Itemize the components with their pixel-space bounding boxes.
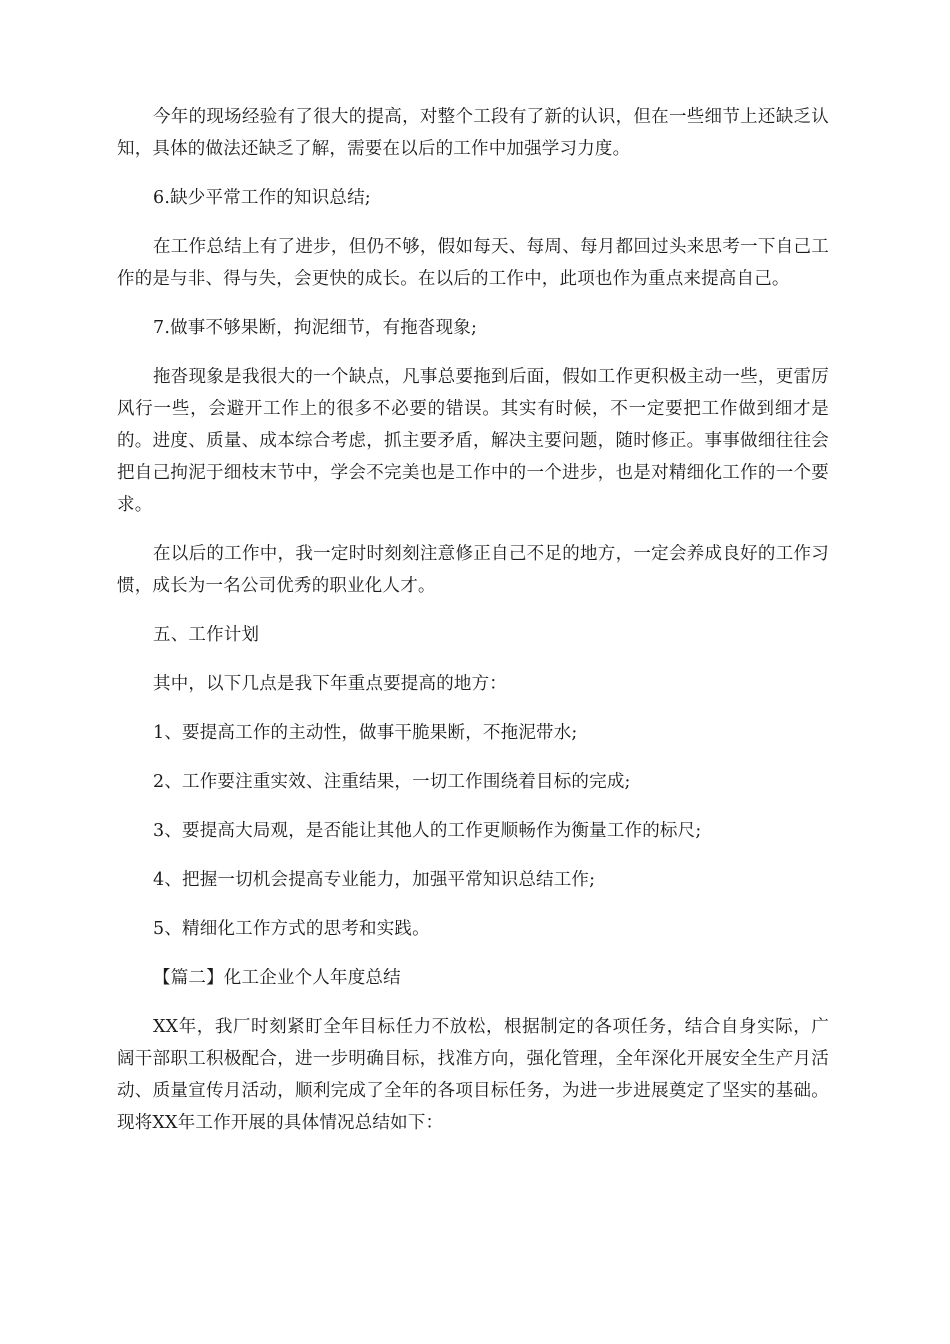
- list-item: 4、把握一切机会提高专业能力，加强平常知识总结工作;: [153, 870, 596, 890]
- paragraph: XX年，我厂时刻紧盯全年目标任力不放松，根据制定的各项任务，结合自身实际，广阔干部职工积极配合，进一步明确目标，找准方向，强化管理，全年深化开展安全生产月活动、质量宣传月活动，顺利完成了全年的各项目标任务，为进一步进展奠定了坚实的基础。现将XX年工作开展的具体情况总结如下：: [117, 1017, 829, 1133]
- section-heading: 五、工作计划: [153, 625, 260, 645]
- list-item: 1、要提高工作的主动性，做事干脆果断，不拖泥带水;: [153, 723, 578, 743]
- paragraph: 拖沓现象是我很大的一个缺点，凡事总要拖到后面，假如工作更积极主动一些，更雷厉风行一些，会避开工作上的很多不必要的错误。其实有时候，不一定要把工作做到细才是的。进度、质量、成本综合考虑，抓主要矛盾，解决主要问题，随时修正。事事做细往往会把自己拘泥于细枝末节中，学会不完美也是工作中的一个进步，也是对精细化工作的一个要求。: [117, 367, 829, 515]
- list-item: 2、工作要注重实效、注重结果，一切工作围绕着目标的完成;: [153, 772, 631, 792]
- paragraph: 其中，以下几点是我下年重点要提高的地方：: [153, 674, 507, 694]
- paragraph: 6.缺少平常工作的知识总结;: [153, 188, 371, 208]
- paragraph: 7.做事不够果断，拘泥细节，有拖沓现象;: [153, 318, 478, 338]
- list-item: 5、精细化工作方式的思考和实践。: [153, 919, 430, 939]
- document-body: [117, 101, 829, 1139]
- paragraph: 在工作总结上有了进步，但仍不够，假如每天、每周、每月都回过头来思考一下自己工作的是与非、得与失，会更快的成长。在以后的工作中，此项也作为重点来提高自己。: [117, 237, 829, 289]
- paragraph: 在以后的工作中，我一定时时刻刻注意修正自己不足的地方，一定会养成良好的工作习惯，成长为一名公司优秀的职业化人才。: [117, 544, 829, 596]
- paragraph: 今年的现场经验有了很大的提高，对整个工段有了新的认识，但在一些细节上还缺乏认知，具体的做法还缺乏了解，需要在以后的工作中加强学习力度。: [117, 107, 829, 159]
- article-title: 【篇二】化工企业个人年度总结: [153, 968, 401, 988]
- list-item: 3、要提高大局观，是否能让其他人的工作更顺畅作为衡量工作的标尺;: [153, 821, 702, 841]
